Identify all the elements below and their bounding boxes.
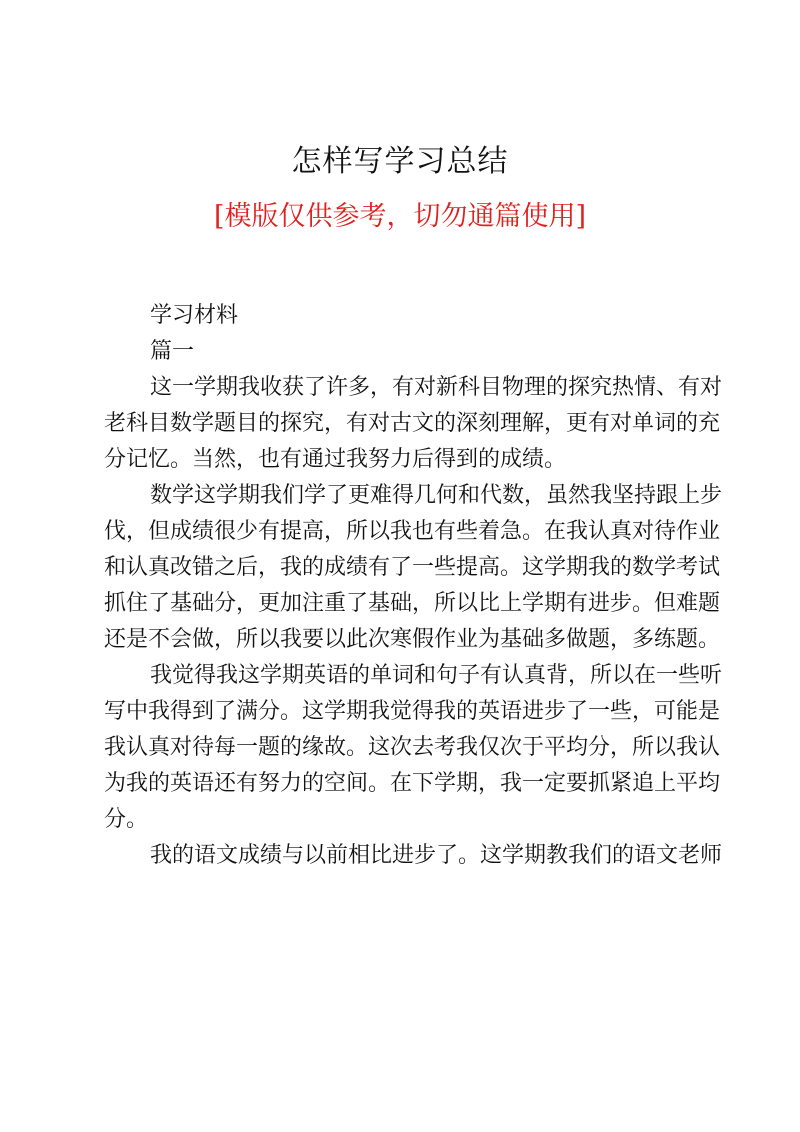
paragraph-line: 抓住了基础分，更加注重了基础，所以比上学期有进步。但难题 xyxy=(104,591,721,616)
section-label: 学习材料 xyxy=(150,303,239,328)
paragraph-line: 写中我得到了满分。这学期我觉得我的英语进步了一些，可能是 xyxy=(104,699,721,724)
paragraph-4 xyxy=(104,838,723,874)
paragraph-line: 我的语文成绩与以前相比进步了。这学期教我们的语文老师 xyxy=(150,843,723,868)
paragraph-line: 分。 xyxy=(104,807,149,832)
document-title: 怎样写学习总结 xyxy=(291,144,509,179)
paragraph-line: 为我的英语还有努力的空间。在下学期，我一定要抓紧追上平均 xyxy=(104,771,721,796)
paragraph-line: 数学这学期我们学了更难得几何和代数，虽然我坚持跟上步 xyxy=(150,483,723,508)
paragraph-line: 还是不会做，所以我要以此次寒假作业为基础多做题，多练题。 xyxy=(104,627,721,652)
paragraph-line: 这一学期我收获了许多，有对新科目物理的探究热情、有对 xyxy=(150,375,723,400)
paragraph-2 xyxy=(104,478,723,658)
paragraph-line: 分记忆。当然，也有通过我努力后得到的成绩。 xyxy=(104,447,567,472)
paragraph-line: 我觉得我这学期英语的单词和句子有认真背，所以在一些听 xyxy=(150,663,723,688)
part-label: 篇一 xyxy=(150,339,195,364)
paragraph-line: 和认真改错之后，我的成绩有了一些提高。这学期我的数学考试 xyxy=(104,555,721,580)
template-notice: [模版仅供参考，切勿通篇使用] xyxy=(213,201,587,232)
paragraph-line: 我认真对待每一题的缘故。这次去考我仅次于平均分，所以我认 xyxy=(104,735,721,760)
paragraph-3 xyxy=(104,658,723,838)
paragraph-line: 伐，但成绩很少有提高，所以我也有些着急。在我认真对待作业 xyxy=(104,519,721,544)
paragraph-line: 老科目数学题目的探究，有对古文的深刻理解，更有对单词的充 xyxy=(104,411,721,436)
document-body xyxy=(104,298,723,874)
paragraph-1 xyxy=(104,370,723,478)
